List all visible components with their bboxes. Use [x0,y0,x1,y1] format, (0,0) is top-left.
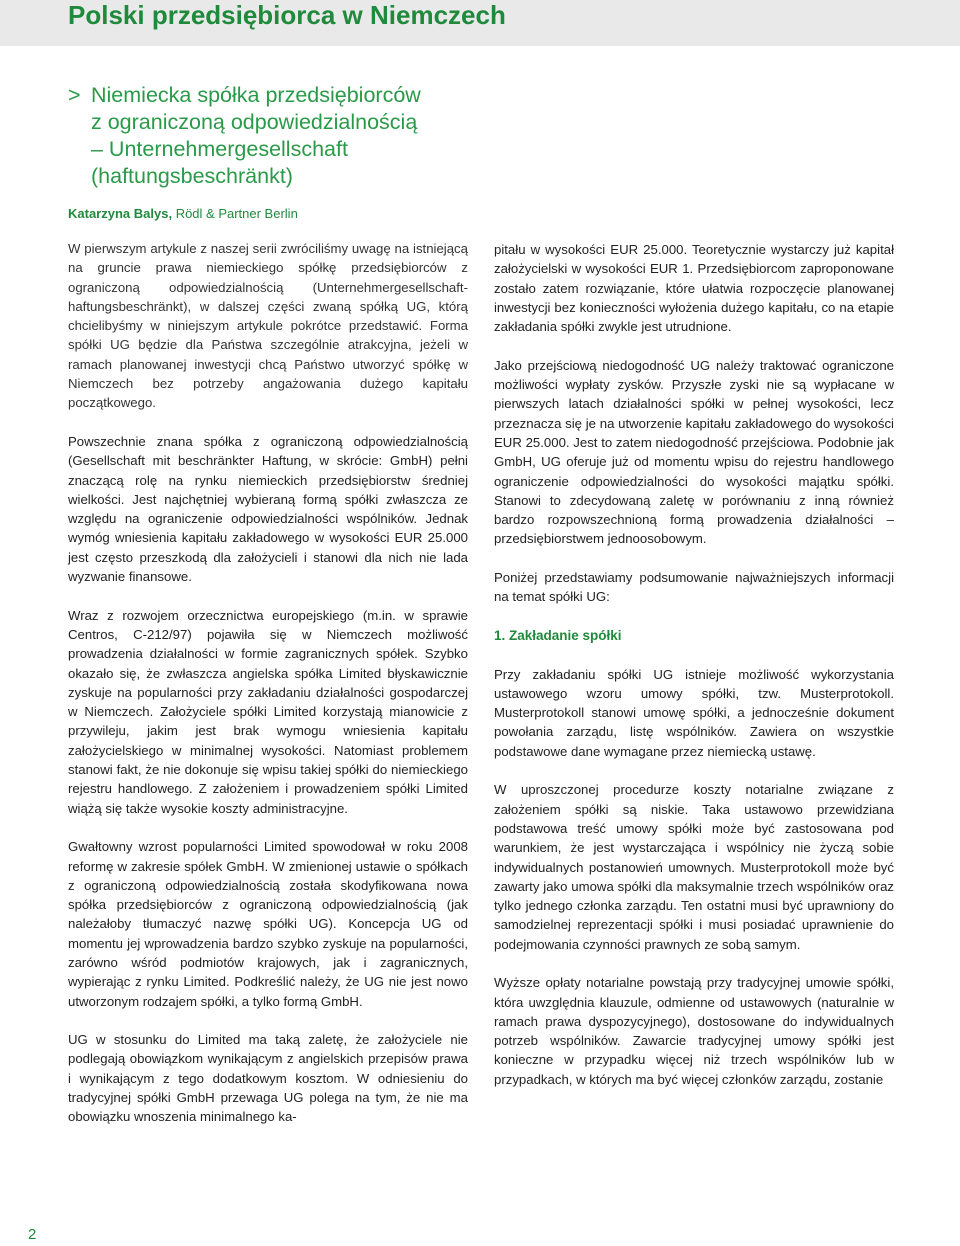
paragraph: W uproszczonej procedurze koszty notarialne związane z założeniem spółki są niskie. Taka ustawowo przewidziana podstawowa treść umowy spółki może być zastosowana pod warunkiem, że jest wystarczająca i wspólnicy nie życzą sobie indywidualnych postanowień umownych. Musterprotokoll może być zawarty jako umowa spółki dla maksymalnie trzech wspólników oraz tylko jednego członka zarządu. Ten ostatni musi być uprawniony do samodzielnej reprezentacji spółki i musi posiadać uprawnienie do podejmowania czynności prawnych ze sobą samym. [494,782,894,952]
author-firm: Rödl & Partner Berlin [175,206,298,221]
article-title-line-2: z ograniczoną odpowiedzialnością [91,110,418,134]
paragraph: W pierwszym artykule z naszej serii zwróciliśmy uwagę na istniejącą na gruncie prawa niemieckiego spółkę przedsiębiorców z ograniczoną odpowiedzialnością (Unternehmergesellschaft-haftungsbeschränkt), w dalszej części zwaną spółką UG, którą chcielibyśmy w niniejszym artykule pokrótce przedstawić. Forma spółki UG będzie dla Państwa szczególnie atrakcyjna, jeżeli w ramach planowanej inwestycji chcą Państwo utworzyć spółkę w Niemczech bez potrzeby angażowania dużego kapitału początkowego. [68,241,468,411]
paragraph: Jako przejściową niedogodność UG należy traktować ograniczone możliwości wypłaty zysków. Przyszłe zyski nie są wypłacane w pierwszych latach działalności spółki w pełnej wysokości, lecz przeznacza się je na utworzenie kapitału zakładowego do wysokości EUR 25.000. Jest to zatem niedogodność przejściowa. Podobnie jak GmbH, UG oferuje już od momentu wpisu do rejestru handlowego ograniczenie odpowiedzialności do wysokości majątku spółki. Stanowi to zdecydowaną zaletę w porównaniu z inną również bardzo rozpowszechnioną formą prowadzenia działalności – przedsiębiorstwem jednoosobowym. [494,357,894,547]
paragraph: Powszechnie znana spółka z ograniczoną odpowiedzialnością (Gesellschaft mit beschränkter Haftung, w skrócie: GmbH) pełni znaczącą rolę na rynku niemieckich przedsiębiorstw średniej wielkości. Jest najchętniej wybieraną formą spółki zwłaszcza ze względu na ograniczenie odpowiedzialności wspólników. Jednak wymóg wniesienia kapitału zakładowego w wysokości EUR 25.000 jest często przeszkodą dla założycieli i stanowi dla nich nie lada wyzwanie finansowe. [68,433,468,585]
article-title [68,82,628,190]
paragraph: Wraz z rozwojem orzecznictwa europejskiego (m.in. w sprawie Centros, C-212/97) pojawiła się w Niemczech możliwość prowadzenia działalności w formie zagranicznych spółek. Szybko okazało się, że zwłaszcza angielska spółka Limited błyskawicznie zyskuje na popularności przy zakładaniu działalności gospodarczej w Niemczech. Założyciele spółki Limited korzystają mianowicie z przywileju, jakim jest brak wymogu wniesienia kapitału założycielskiego w minimalnej wysokości. Natomiast problemem stanowi fakt, że nie dokonuje się wpisu takiej spółki do niemieckiego rejestru handlowego. Z założeniem i prowadzeniem spółki Limited wiążą się także wysokie koszty administracyjne. [68,607,468,816]
paragraph: Przy zakładaniu spółki UG istnieje możliwość wykorzystania ustawowego wzoru umowy spółki, tzw. Musterprotokoll. Musterprotokoll stanowi umowę spółki, a jednocześnie dokument powołania zarządu, listę wspólników. Zawiera on wszystkie podstawowe dane wymagane przez niemiecką ustawę. [494,666,894,759]
right-column [494,240,894,1108]
paragraph: Poniżej przedstawiamy podsumowanie najważniejszych informacji na temat spółki UG: [494,570,894,605]
article-title-line-3: – Unternehmergesellschaft [91,137,348,161]
article-title-line-1: > Niemiecka spółka przedsiębiorców [68,83,421,107]
paragraph: Wyższe opłaty notarialne powstają przy tradycyjnej umowie spółki, która uwzględnia klauzule, odmienne od ustawowych (naturalnie w ramach prawa dyspozycyjnego), dostosowane do indywidualnych potrzeb wspólników. Zawarcie tradycyjnej umowy spółki jest konieczne w przypadku więcej niż trzech wspólników lub w przypadkach, w których ma być więcej członków zarządu, zostanie [494,975,894,1087]
paragraph: Gwałtowny wzrost popularności Limited spowodował w roku 2008 reformę w zakresie spółek GmbH. W zmienionej ustawie o spółkach z ograniczoną odpowiedzialnością została skodyfikowana nowa spółka przedsiębiorców z ograniczoną odpowiedzialnością (jak należałoby tłumaczyć nazwę spółki UG). Koncepcja UG od momentu jej wprowadzenia bardzo szybko zyskuje na popularności, zarówno wśród podmiotów krajowych, jak i zagranicznych, wypierając z rynku Limited. Podkreślić należy, że UG nie jest nowo utworzonym rodzajem spółki, a tylko formą GmbH. [68,839,468,1009]
author-line [68,205,298,223]
page-title: Polski przedsiębiorca w Niemczech [68,0,506,30]
article-title-line-4: (haftungsbeschränkt) [91,164,293,188]
paragraph: UG w stosunku do Limited ma taką zaletę, że założyciele nie podlegają obowiązkom wynikającym z angielskich przepisów prawa i wynikającym z tego dodatkowym kosztom. W odniesieniu do tradycyjnej spółki GmbH przewaga UG polega na tym, że nie ma obowiązku wnoszenia minimalnego ka- [68,1032,468,1125]
left-column [68,239,468,1146]
paragraph: pitału w wysokości EUR 25.000. Teoretycznie wystarczy już kapitał założycielski w wysokości EUR 1. Przedsiębiorcom zaproponowane zostało zatem rozwiązanie, które ułatwia rozpoczęcie planowanej inwestycji bez konieczności wyłożenia dużego kapitału, co na etapie zakładania spółki zwykle jest utrudnione. [494,242,894,335]
section-heading: 1. Zakładanie spółki [494,627,622,643]
chevron-icon: > [68,83,81,107]
author-name: Katarzyna Balys, [68,206,173,221]
page-number: 2 [28,1226,37,1243]
